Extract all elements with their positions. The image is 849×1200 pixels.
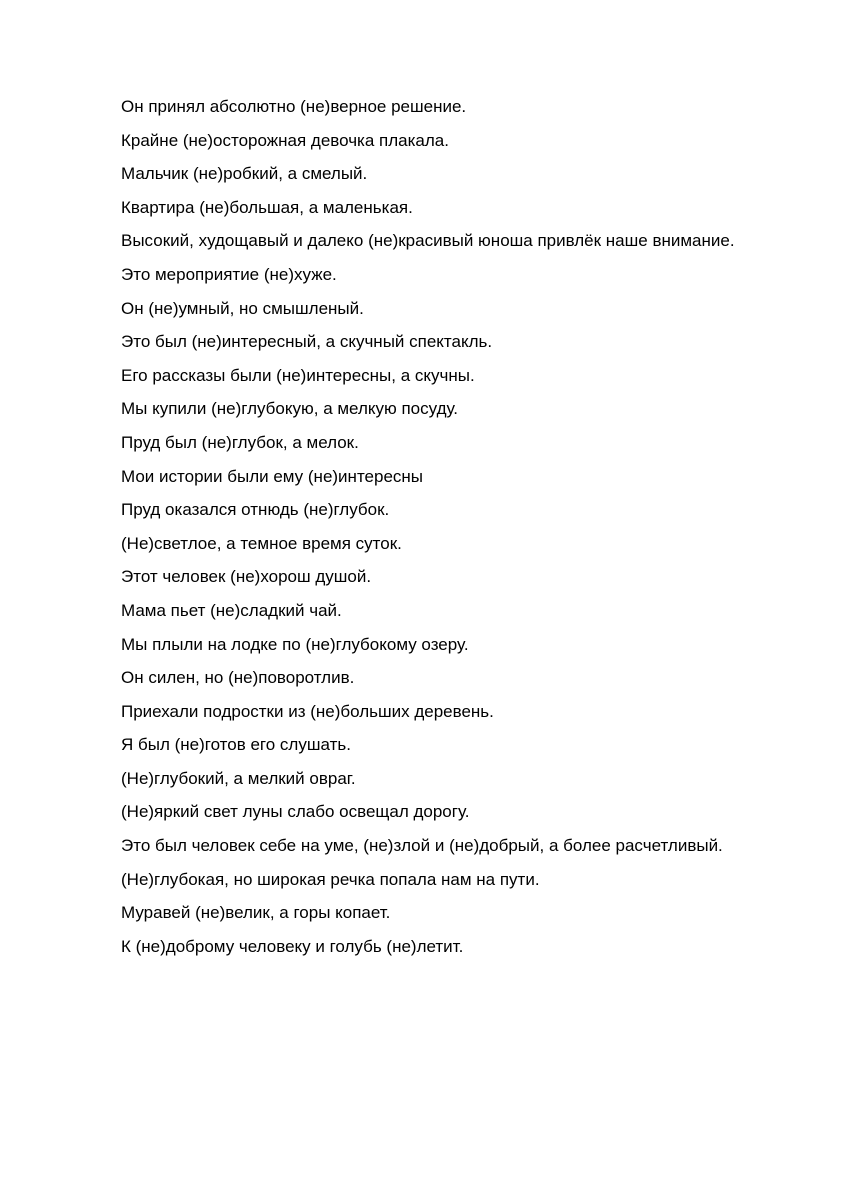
sentence-26: К (не)доброму человеку и голубь (не)летит. bbox=[121, 936, 464, 956]
sentence-15: Этот человек (не)хорош душой. bbox=[121, 567, 372, 587]
sentence-10: Мы купили (не)глубокую, а мелкую посуду. bbox=[121, 399, 459, 419]
sentence-12: Мои истории были ему (не)интересны bbox=[121, 466, 424, 486]
sentence-7: Он (не)умный, но смышленый. bbox=[121, 298, 364, 318]
sentence-2: Крайне (не)осторожная девочка плакала. bbox=[121, 130, 449, 150]
sentence-17: Мы плыли на лодке по (не)глубокому озеру. bbox=[121, 634, 469, 654]
sentence-13: Пруд оказался отнюдь (не)глубок. bbox=[121, 500, 390, 520]
sentence-22: (Не)яркий свет луны слабо освещал дорогу. bbox=[121, 802, 470, 822]
sentence-21: (Не)глубокий, а мелкий овраг. bbox=[121, 768, 356, 788]
sentence-5: Высокий, худощавый и далеко (не)красивый юноша привлёк наше внимание. bbox=[121, 231, 735, 251]
sentence-25: Муравей (не)велик, а горы копает. bbox=[121, 903, 391, 923]
sentence-list bbox=[121, 90, 821, 963]
sentence-9: Его рассказы были (не)интересны, а скучны. bbox=[121, 365, 475, 385]
sentence-18: Он силен, но (не)поворотлив. bbox=[121, 668, 355, 688]
sentence-11: Пруд был (не)глубок, а мелок. bbox=[121, 432, 359, 452]
sentence-3: Мальчик (не)робкий, а смелый. bbox=[121, 164, 368, 184]
sentence-23: Это был человек себе на уме, (не)злой и (не)добрый, а более расчетливый. bbox=[121, 836, 723, 856]
sentence-14: (Не)светлое, а темное время суток. bbox=[121, 533, 402, 553]
sentence-6: Это мероприятие (не)хуже. bbox=[121, 264, 337, 284]
sentence-4: Квартира (не)большая, а маленькая. bbox=[121, 197, 413, 217]
sentence-16: Мама пьет (не)сладкий чай. bbox=[121, 600, 342, 620]
sentence-19: Приехали подростки из (не)больших деревень. bbox=[121, 701, 494, 721]
sentence-20: Я был (не)готов его слушать. bbox=[121, 735, 351, 755]
sentence-24: (Не)глубокая, но широкая речка попала нам на пути. bbox=[121, 869, 540, 889]
sentence-1: Он принял абсолютно (не)верное решение. bbox=[121, 97, 467, 116]
sentence-8: Это был (не)интересный, а скучный спектакль. bbox=[121, 332, 493, 352]
